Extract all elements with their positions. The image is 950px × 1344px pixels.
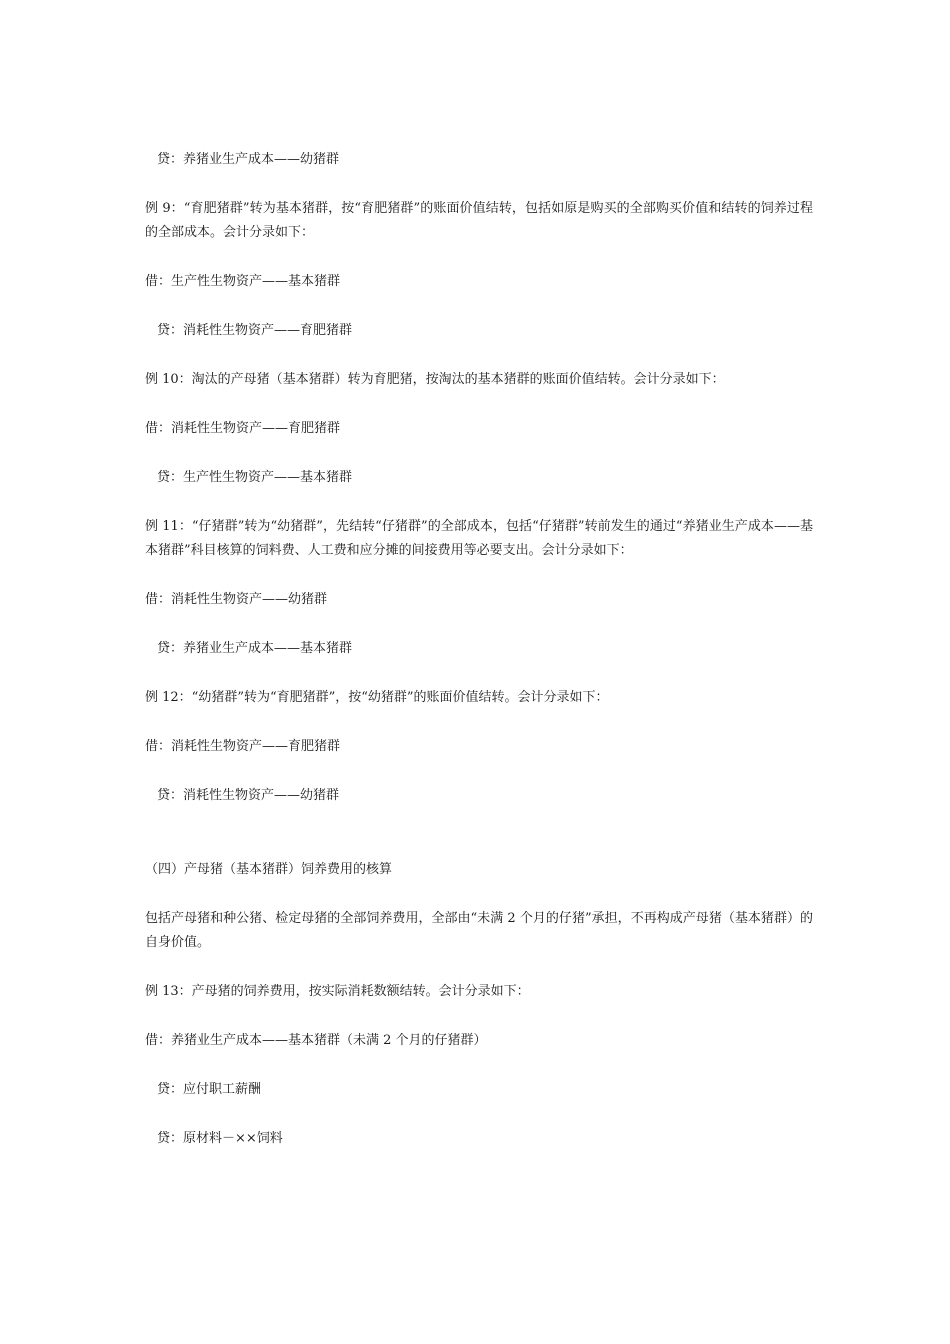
example-10-paragraph: 例 10：淘汰的产母猪（基本猪群）转为育肥猪，按淘汰的基本猪群的账面价值结转。会计分录如下： xyxy=(145,372,725,387)
debit-entry-line: 借：消耗性生物资产——幼猪群 xyxy=(145,592,328,607)
credit-entry-line: 贷：养猪业生产成本——幼猪群 xyxy=(157,152,340,167)
debit-entry-line: 借：消耗性生物资产——育肥猪群 xyxy=(145,421,341,436)
section-heading: （四）产母猪（基本猪群）饲养费用的核算 xyxy=(145,862,393,877)
debit-entry-line: 借：养猪业生产成本——基本猪群（未满 2 个月的仔猪群） xyxy=(145,1033,487,1048)
credit-entry-line: 贷：原材料－××饲料 xyxy=(157,1131,283,1146)
example-13-paragraph: 例 13：产母猪的饲养费用，按实际消耗数额结转。会计分录如下： xyxy=(145,984,530,999)
credit-entry-line: 贷：养猪业生产成本——基本猪群 xyxy=(157,641,353,656)
debit-entry-line: 借：生产性生物资产——基本猪群 xyxy=(145,274,341,289)
example-11-paragraph: 例 11：“仔猪群”转为“幼猪群”，先结转“仔猪群”的全部成本，包括“仔猪群”转前发生的通过“养猪业生产成本——基本猪群”科目核算的饲料费、人工费和应分摊的间接费用等必要支出。会计分录如下： xyxy=(145,519,813,558)
credit-entry-line: 贷：应付职工薪酬 xyxy=(157,1082,262,1097)
debit-entry-line: 借：消耗性生物资产——育肥猪群 xyxy=(145,739,341,754)
example-9-paragraph: 例 9：“育肥猪群”转为基本猪群，按“育肥猪群”的账面价值结转，包括如原是购买的全部购买价值和结转的饲养过程的全部成本。会计分录如下： xyxy=(145,201,813,240)
credit-entry-line: 贷：消耗性生物资产——育肥猪群 xyxy=(157,323,353,338)
document-body xyxy=(145,148,813,1176)
example-12-paragraph: 例 12：“幼猪群”转为“育肥猪群”，按“幼猪群”的账面价值结转。会计分录如下： xyxy=(145,690,609,705)
section-description-paragraph: 包括产母猪和种公猪、检定母猪的全部饲养费用，全部由“未满 2 个月的仔猪”承担，不再构成产母猪（基本猪群）的自身价值。 xyxy=(145,911,813,950)
credit-entry-line: 贷：消耗性生物资产——幼猪群 xyxy=(157,788,340,803)
credit-entry-line: 贷：生产性生物资产——基本猪群 xyxy=(157,470,353,485)
